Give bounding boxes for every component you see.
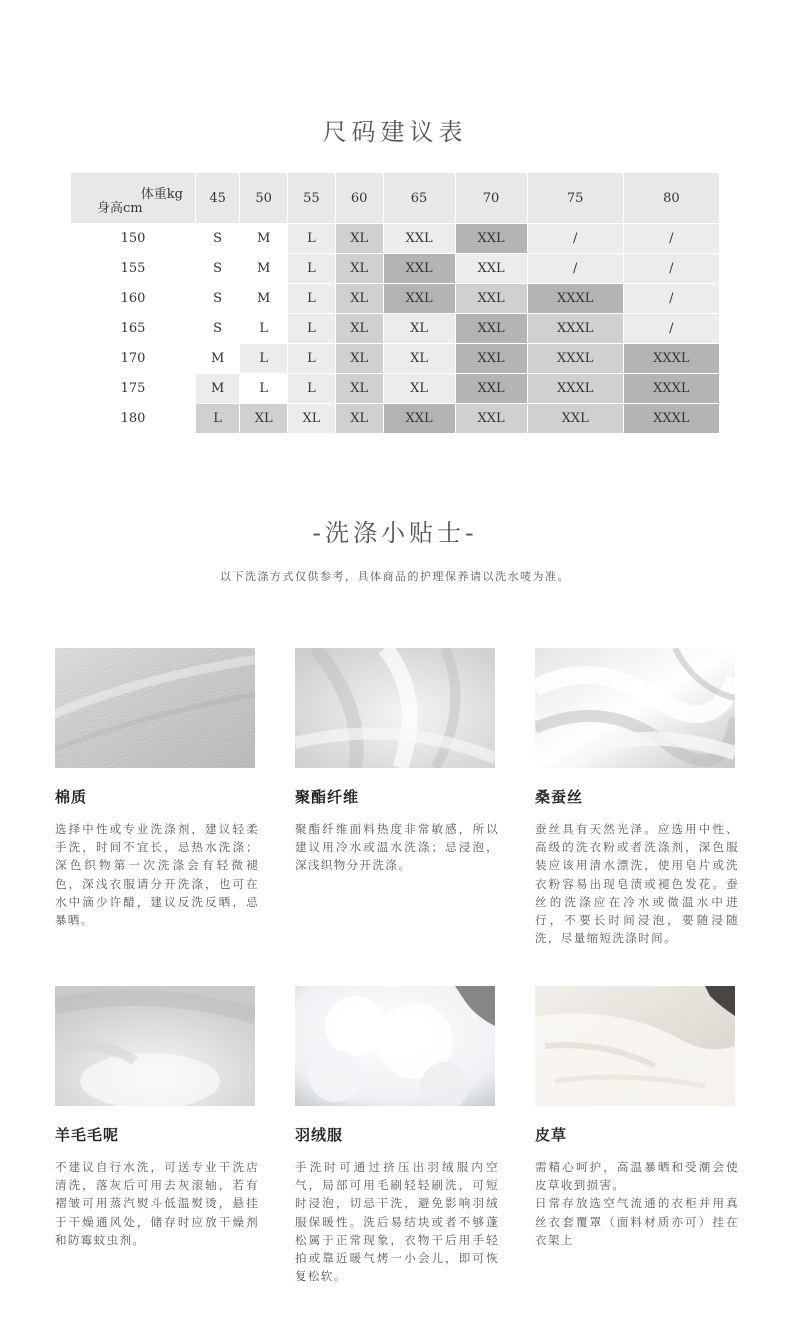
size-cell: XXL: [456, 284, 527, 313]
size-cell: S: [196, 254, 239, 283]
fabric-care-text: 手洗时可通过挤压出羽绒服内空气，局部可用毛刷轻轻刷洗，可短时浸泡，切忌干洗，避免影响羽绒服保暖性。洗后易结块或者不够蓬松属于正常现象，衣物干后用手轻拍或靠近暖气烤一小会儿，即可恢复松软。: [295, 1160, 499, 1284]
size-cell: XXXL: [528, 284, 623, 313]
size-cell: M: [240, 224, 287, 253]
weight-column-header: 65: [384, 173, 455, 223]
weight-axis-label: 体重kg: [140, 187, 183, 202]
size-chart-row: [71, 254, 719, 283]
weight-column-header: 45: [196, 173, 239, 223]
size-cell: L: [288, 374, 335, 403]
size-cell: L: [288, 344, 335, 373]
fabric-name: 聚酯纤维: [295, 788, 360, 806]
size-cell: /: [528, 224, 623, 253]
size-cell: XXL: [456, 224, 527, 253]
fabric-name: 羊毛毛呢: [55, 1126, 120, 1144]
height-row-header: 150: [71, 224, 195, 253]
size-cell: S: [196, 314, 239, 343]
size-cell: XXL: [384, 224, 455, 253]
fur-pelt-image: [535, 986, 735, 1106]
size-cell: L: [240, 374, 287, 403]
fabric-care-text: 蚕丝具有天然光泽。应选用中性、高级的洗衣粉或者洗涤剂，深色服装应该用清水漂洗，使用皂片或洗衣粉容易出现皂渍或褪色发花。蚕丝的洗涤应在冷水或微温水中进行，不要长时间浸泡，要随浸随洗，尽量缩短洗涤时间。: [535, 822, 739, 946]
weight-column-header: 55: [288, 173, 335, 223]
washing-tips-note: 以下洗涤方式仅供参考，具体商品的护理保养请以洗水唛为准。: [220, 570, 570, 583]
size-cell: S: [196, 224, 239, 253]
size-cell: /: [528, 254, 623, 283]
height-row-header: 160: [71, 284, 195, 313]
size-chart-table: [70, 172, 720, 434]
size-cell: /: [624, 254, 719, 283]
size-cell: XXL: [456, 314, 527, 343]
fabric-care-text: 不建议自行水洗，可送专业干洗店清洗，落灰后可用去灰滚轴，若有褶皱可用蒸汽熨斗低温熨烫，悬挂于干燥通风处，储存时应放干燥剂和防霉蚊虫剂。: [55, 1160, 259, 1247]
height-row-header: 170: [71, 344, 195, 373]
fabric-care-text: 需精心呵护，高温暴晒和受潮会使皮草收到损害。 日常存放选空气流通的衣柜并用真丝衣套覆罩（面料材质亦可）挂在衣架上: [535, 1160, 739, 1247]
size-cell: XL: [384, 374, 455, 403]
down-feathers-image: [295, 986, 495, 1106]
size-cell: /: [624, 224, 719, 253]
size-chart-row: [71, 404, 719, 433]
fabric-name: 桑蚕丝: [535, 788, 584, 806]
size-chart-corner-cell: [71, 173, 195, 223]
weight-column-header: 60: [336, 173, 383, 223]
size-cell: /: [624, 314, 719, 343]
size-chart-row: [71, 314, 719, 343]
size-cell: XXL: [456, 404, 527, 433]
size-cell: S: [196, 284, 239, 313]
fabric-care-text: 选择中性或专业洗涤剂，建议轻柔手洗，时间不宜长，忌热水洗涤；深色织物第一次洗涤会有轻微褪色，深浅衣服请分开洗涤，也可在水中滴少许醋，建议反洗反晒，忌暴晒。: [55, 822, 259, 928]
size-cell: XXL: [456, 344, 527, 373]
size-chart-row: [71, 284, 719, 313]
size-chart-title: 尺码建议表: [322, 118, 468, 146]
size-cell: M: [240, 284, 287, 313]
size-cell: XXL: [456, 374, 527, 403]
size-cell: XXL: [384, 404, 455, 433]
height-row-header: 165: [71, 314, 195, 343]
size-cell: L: [240, 344, 287, 373]
height-row-header: 155: [71, 254, 195, 283]
size-cell: XL: [336, 284, 383, 313]
size-cell: XL: [336, 254, 383, 283]
size-cell: XXXL: [528, 344, 623, 373]
draped-polyester-fabric-image: [295, 648, 495, 768]
size-cell: L: [288, 284, 335, 313]
size-cell: XL: [336, 344, 383, 373]
weight-column-header: 75: [528, 173, 623, 223]
size-cell: XXL: [456, 254, 527, 283]
silk-fabric-image: [535, 648, 735, 768]
size-cell: L: [196, 404, 239, 433]
size-cell: M: [240, 254, 287, 283]
size-cell: M: [196, 344, 239, 373]
height-axis-label: 身高cm: [97, 201, 143, 216]
size-cell: XL: [336, 224, 383, 253]
size-chart-row: [71, 344, 719, 373]
size-cell: XXL: [384, 284, 455, 313]
fabric-name: 羽绒服: [295, 1126, 344, 1144]
size-cell: XL: [336, 314, 383, 343]
fabric-name: 皮草: [535, 1126, 568, 1144]
size-cell: XL: [336, 374, 383, 403]
size-cell: XL: [288, 404, 335, 433]
size-cell: XL: [240, 404, 287, 433]
size-chart-header-row: [71, 173, 719, 223]
size-cell: L: [288, 224, 335, 253]
weight-column-header: 80: [624, 173, 719, 223]
fabric-care-text: 聚酯纤维面料热度非常敏感，所以建议用冷水或温水洗涤；忌浸泡，深浅织物分开洗涤。: [295, 822, 499, 873]
size-chart-body: [71, 224, 719, 433]
size-cell: L: [288, 314, 335, 343]
size-cell: XXL: [384, 254, 455, 283]
size-cell: XL: [384, 314, 455, 343]
size-cell: XXXL: [624, 374, 719, 403]
fabric-name: 棉质: [55, 788, 88, 806]
size-cell: L: [288, 254, 335, 283]
height-row-header: 175: [71, 374, 195, 403]
size-cell: XL: [336, 404, 383, 433]
height-row-header: 180: [71, 404, 195, 433]
weight-column-header: 70: [456, 173, 527, 223]
weight-column-header: 50: [240, 173, 287, 223]
knit-cotton-fabric-image: [55, 648, 255, 768]
size-cell: XXXL: [624, 404, 719, 433]
size-cell: M: [196, 374, 239, 403]
size-cell: XXL: [528, 404, 623, 433]
size-cell: XXXL: [624, 344, 719, 373]
wool-felt-fabric-image: [55, 986, 255, 1106]
size-cell: XXXL: [528, 314, 623, 343]
size-cell: XXXL: [528, 374, 623, 403]
size-chart-row: [71, 374, 719, 403]
size-cell: /: [624, 284, 719, 313]
size-chart-row: [71, 224, 719, 253]
size-cell: L: [240, 314, 287, 343]
size-cell: XL: [384, 344, 455, 373]
washing-tips-title: -洗涤小贴士-: [312, 519, 478, 547]
